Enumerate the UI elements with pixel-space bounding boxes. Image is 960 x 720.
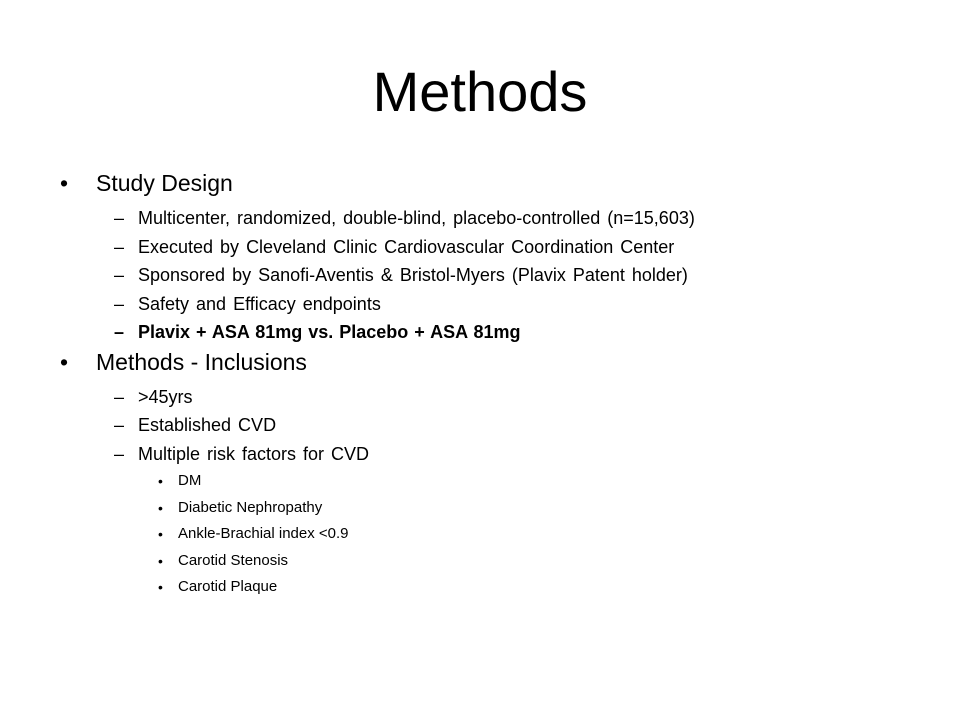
sub-bullet-text: Safety and Efficacy endpoints <box>138 293 381 314</box>
dash-icon: – <box>114 208 125 228</box>
slide-title: Methods <box>372 60 588 123</box>
sub-sub-bullet-text: Carotid Stenosis <box>178 551 289 569</box>
slide-content <box>60 168 920 601</box>
bullet-icon: • <box>158 526 163 542</box>
bullet-icon: • <box>60 170 69 196</box>
dash-icon: – <box>114 415 125 435</box>
sub-bullet <box>60 411 920 440</box>
sub-sub-bullet <box>60 495 920 522</box>
dash-icon: – <box>114 443 125 464</box>
sub-sub-bullet-text: DM <box>178 472 202 489</box>
sub-bullet <box>60 233 920 262</box>
bullet-study-design <box>60 168 920 198</box>
bullet-icon: • <box>158 499 163 516</box>
bullet-icon: • <box>158 473 163 489</box>
dash-icon: – <box>114 386 125 407</box>
sub-sub-bullet-text: Ankle-Brachial index <0.9 <box>178 525 349 542</box>
sub-bullet <box>60 383 920 412</box>
sub-bullet-text: >45yrs <box>138 386 193 407</box>
bullet-icon: • <box>60 348 69 375</box>
sub-bullet <box>60 440 920 469</box>
sub-bullet <box>60 261 920 290</box>
sub-sub-bullet-text: Diabetic Nephropathy <box>178 498 323 516</box>
sub-bullet-text: Plavix + ASA 81mg vs. Placebo + ASA 81mg <box>138 322 521 342</box>
bullet-icon: • <box>158 579 163 595</box>
sub-bullet-bold <box>60 318 920 347</box>
bullet-icon: • <box>158 552 163 569</box>
dash-icon: – <box>114 265 125 285</box>
sub-sub-bullet-text: Carotid Plaque <box>178 578 278 595</box>
dash-icon: – <box>114 322 125 342</box>
section-heading: Study Design <box>96 170 233 196</box>
sub-sub-bullet <box>60 548 920 575</box>
sub-bullet <box>60 290 920 319</box>
dash-icon: – <box>114 293 125 314</box>
sub-bullet-text: Executed by Cleveland Clinic Cardiovascular Coordination Center <box>138 236 675 257</box>
bullet-methods-inclusions <box>60 347 920 377</box>
sub-sub-bullet <box>60 468 920 495</box>
sub-bullet <box>60 204 920 233</box>
sub-bullet-text: Established CVD <box>138 415 277 435</box>
dash-icon: – <box>114 236 125 257</box>
sub-bullet-text: Sponsored by Sanofi-Aventis & Bristol-Myers (Plavix Patent holder) <box>138 265 688 285</box>
section-heading: Methods - Inclusions <box>96 348 307 375</box>
sub-sub-bullet <box>60 521 920 548</box>
sub-sub-bullet <box>60 574 920 601</box>
sub-bullet-text: Multiple risk factors for CVD <box>138 443 370 464</box>
sub-bullet-text: Multicenter, randomized, double-blind, placebo-controlled (n=15,603) <box>138 208 695 228</box>
